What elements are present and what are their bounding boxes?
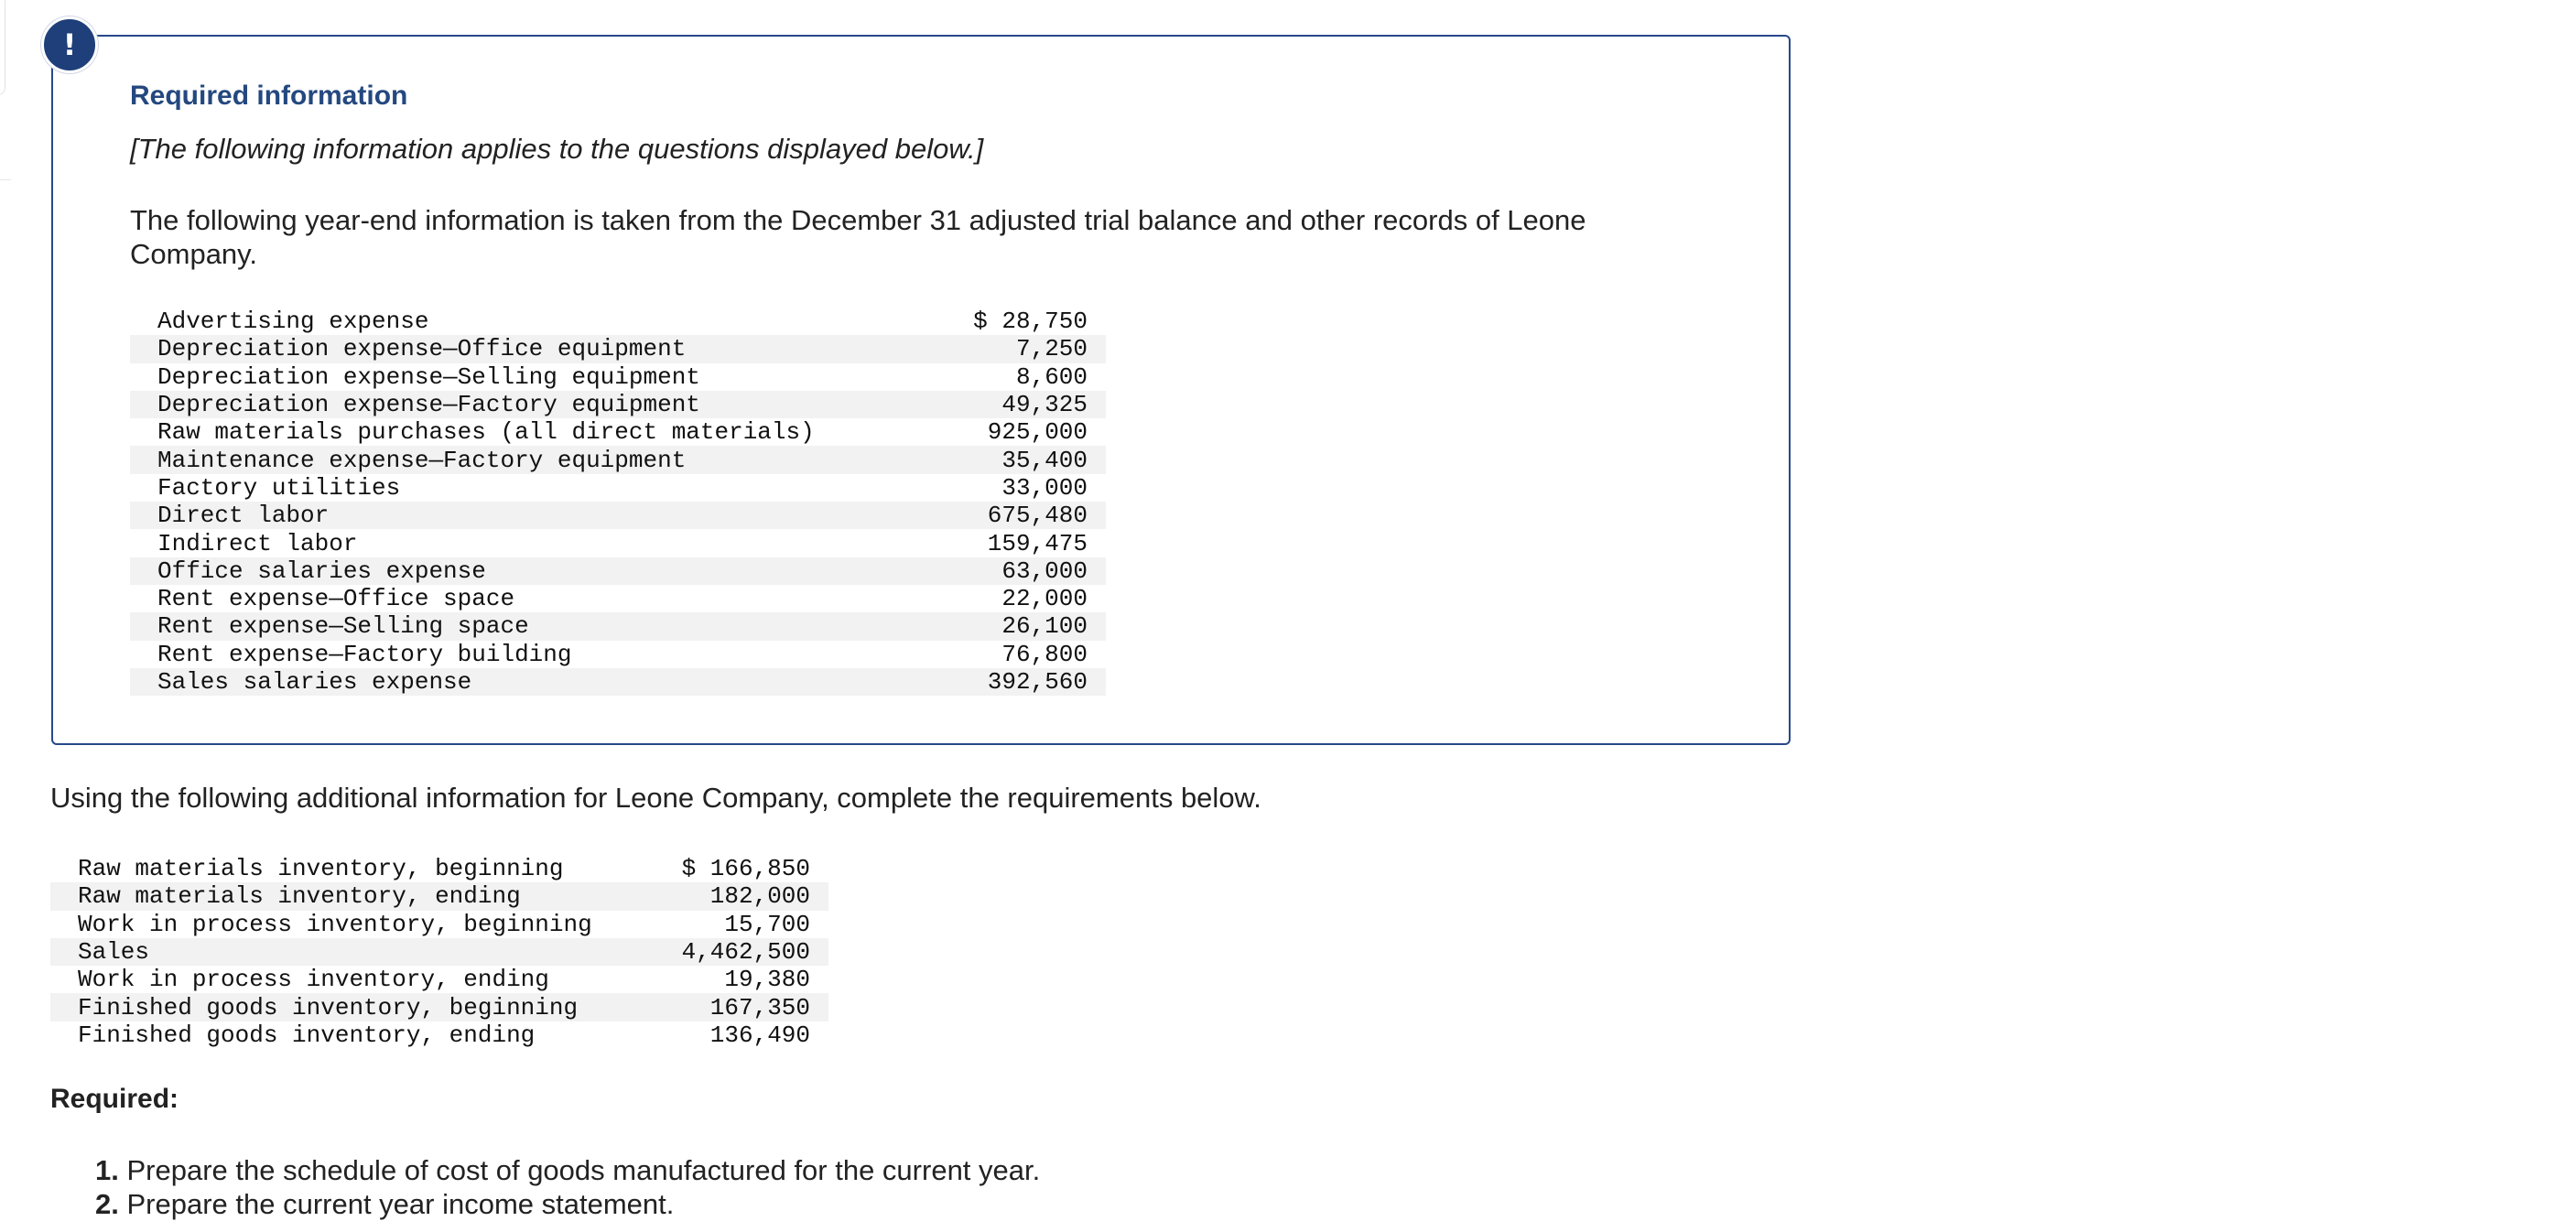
row-amount: 159,475 <box>987 529 1088 557</box>
row-label: Factory utilities <box>157 473 401 502</box>
requirement-text: Prepare the current year income statement. <box>126 1188 675 1220</box>
table-row <box>50 966 828 993</box>
table-row <box>50 882 828 910</box>
alert-icon: ! <box>41 16 98 73</box>
row-label: Sales <box>50 938 645 966</box>
requirements-list <box>95 1153 1040 1221</box>
row-amount: 15,700 <box>724 910 810 938</box>
row-label: Depreciation expense—Selling equipment <box>157 362 700 391</box>
row-amount: 7,250 <box>941 335 1106 362</box>
row-label: Sales salaries expense <box>130 668 941 696</box>
row-amount: 4,462,500 <box>645 938 828 966</box>
row-amount: 26,100 <box>941 612 1106 640</box>
row-amount: $ 166,850 <box>681 855 810 883</box>
table-row <box>130 391 1106 418</box>
row-amount: 35,400 <box>941 446 1106 473</box>
table-row <box>130 641 1106 668</box>
additional-info-intro: Using the following additional information for Leone Company, complete the requirements below. <box>50 782 1261 814</box>
row-label: Finished goods inventory, ending <box>78 1021 536 1049</box>
row-amount: $ 28,750 <box>973 308 1088 336</box>
row-label: Raw materials inventory, beginning <box>78 855 564 883</box>
row-label: Rent expense—Factory building <box>157 640 572 668</box>
table-row <box>130 612 1106 640</box>
additional-info-table <box>50 855 828 1049</box>
row-amount: 63,000 <box>941 557 1106 585</box>
row-label: Rent expense—Office space <box>157 585 515 613</box>
row-label: Finished goods inventory, beginning <box>50 993 645 1021</box>
table-row <box>130 529 1106 557</box>
table-row <box>130 335 1106 362</box>
table-row <box>50 855 828 882</box>
requirement-number: 1. <box>95 1154 119 1186</box>
table-row <box>50 911 828 938</box>
row-label: Rent expense—Selling space <box>130 612 941 640</box>
row-amount: 136,490 <box>709 1021 810 1049</box>
row-label: Office salaries expense <box>130 557 941 585</box>
row-label: Raw materials inventory, ending <box>50 882 645 910</box>
row-amount: 33,000 <box>1001 473 1088 502</box>
table-row <box>130 668 1106 696</box>
trial-balance-intro: The following year-end information is taken from the December 31 adjusted trial balance and other records of Leone Company. <box>130 204 1586 270</box>
table-row <box>130 308 1106 335</box>
table-row <box>130 502 1106 529</box>
requirement-item <box>95 1187 1040 1221</box>
table-row <box>130 446 1106 473</box>
table-row <box>130 418 1106 446</box>
table-row <box>50 993 828 1021</box>
required-heading: Required: <box>50 1084 179 1114</box>
row-amount: 675,480 <box>941 502 1106 529</box>
requirement-number: 2. <box>95 1188 119 1220</box>
applies-note: [The following information applies to the questions displayed below.] <box>130 133 984 165</box>
table-row <box>130 363 1106 391</box>
row-amount: 182,000 <box>645 882 828 910</box>
left-panel-edge <box>0 0 5 95</box>
row-amount: 22,000 <box>1001 585 1088 613</box>
row-label: Advertising expense <box>157 308 429 336</box>
row-label: Raw materials purchases (all direct materials) <box>157 418 815 447</box>
table-row <box>50 1021 828 1049</box>
row-amount: 167,350 <box>645 993 828 1021</box>
row-amount: 392,560 <box>941 668 1106 696</box>
requirement-text: Prepare the schedule of cost of goods manufactured for the current year. <box>126 1154 1041 1186</box>
row-amount: 76,800 <box>1001 640 1088 668</box>
row-amount: 19,380 <box>724 966 810 994</box>
row-label: Depreciation expense—Office equipment <box>130 335 941 362</box>
required-information-title: Required information <box>130 81 408 111</box>
row-label: Depreciation expense—Factory equipment <box>130 391 941 418</box>
row-label: Indirect labor <box>157 529 358 557</box>
table-row <box>130 474 1106 502</box>
table-row <box>50 938 828 966</box>
table-row <box>130 585 1106 612</box>
row-label: Work in process inventory, ending <box>78 966 549 994</box>
row-amount: 49,325 <box>941 391 1106 418</box>
row-amount: 8,600 <box>1015 362 1088 391</box>
table-row <box>130 557 1106 585</box>
row-label: Direct labor <box>130 502 941 529</box>
row-amount: 925,000 <box>987 418 1088 447</box>
left-panel-divider <box>0 179 11 180</box>
requirement-item <box>95 1153 1040 1187</box>
trial-balance-table <box>130 308 1106 696</box>
row-label: Work in process inventory, beginning <box>78 910 592 938</box>
row-label: Maintenance expense—Factory equipment <box>130 446 941 473</box>
